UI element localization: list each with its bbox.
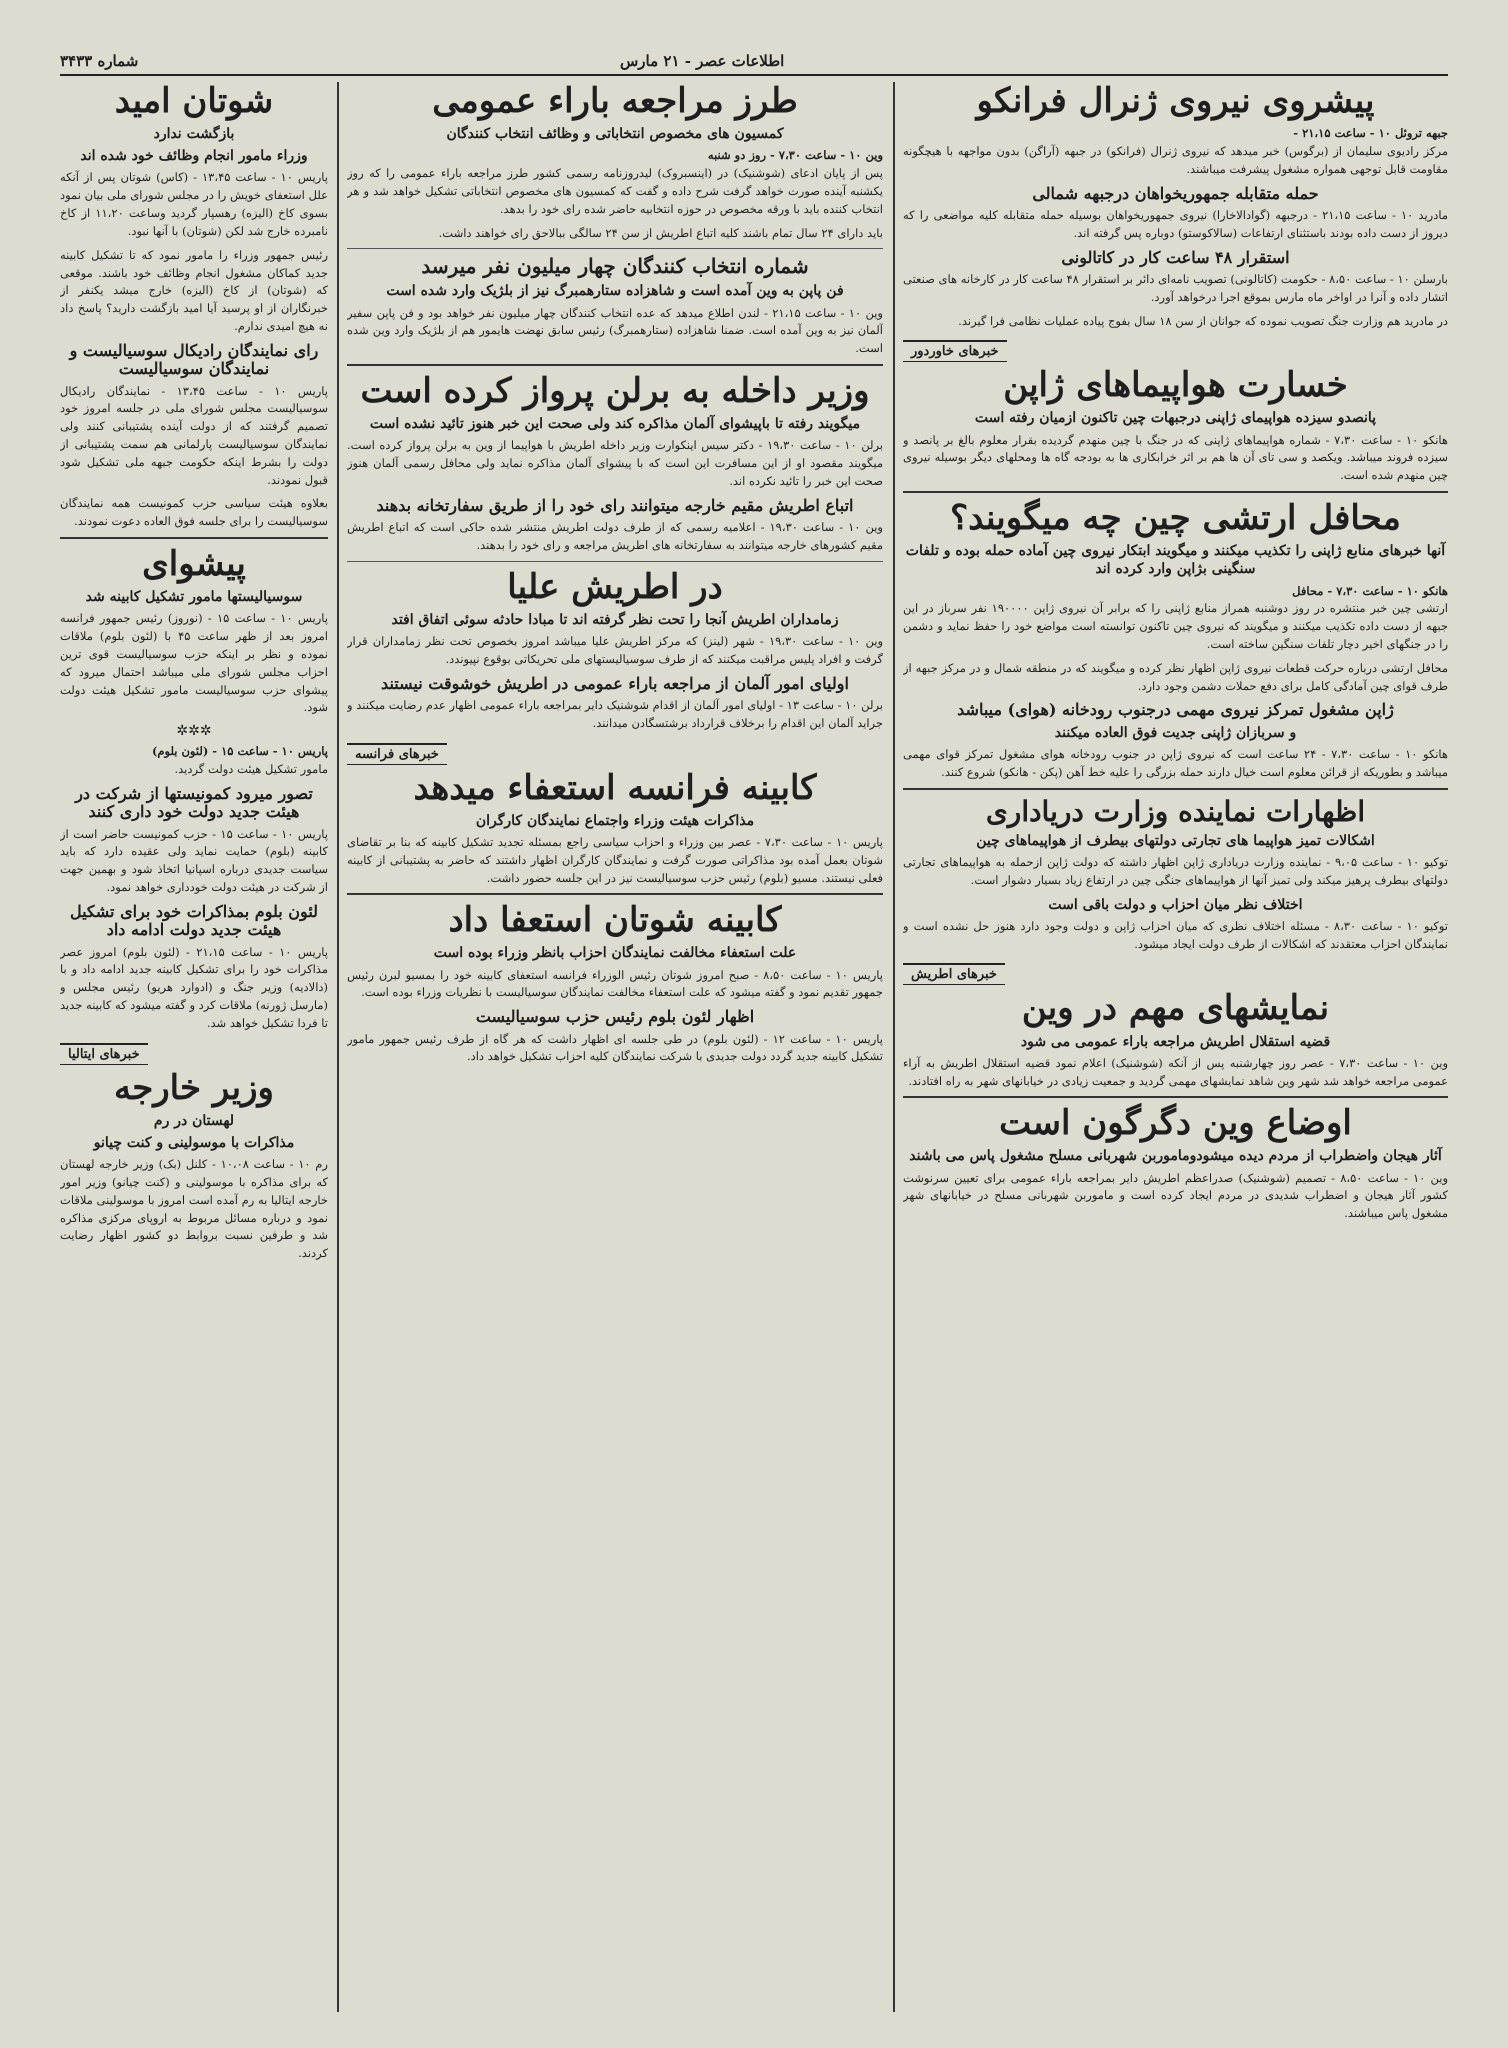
headline: خسارت هواپیماهای ژاپن [1003,365,1348,406]
article-text: برلن ۱۰ - ساعت ۱۹،۳۰ - دکتر سیس اینکوارت وزیر داخله اطریش با هواپیما از وین به برلن پرواز کرده است. میگویند مقصود او از این مسافرت این است که با پیشوای آلمان مذاکره نماید ولی محافل رسمی آلمان هنوز صحت این خبر را تائید نکرده اند. [347,438,883,488]
article-text: پس از پایان ادعای (شوشنیک) در (اینسبروک) لیدروزنامه رسمی کشور طرز مراجعه باراء عمومی را که روز یکشنبه آینده صورت خواهد گرفت شرح داده و گفت که کمسیون های مخصوص انتخاباتی تشکیل خواهد شد و هر انتخاب کننده باید با ورقه مخصوص در حوزه انتخابیه حاضر شده رای خود را بدهد. [347,166,883,216]
subheadline: و سربازان ژاپنی جدیت فوق العاده میکنند [1054,724,1297,741]
headline: پیشروی نیروی ژنرال فرانکو [976,82,1375,121]
article-text: مادرید ۱۰ - ساعت ۲۱،۱۵ - درجبهه (گوادالاخارا) نیروی جمهوریخواهان بوسیله حمله متقابله کلیه مواضعی را که دیروز از دست داده بودند باستثنای ارتفاعات (سالاکوستو) دوباره پس گرفته اند. [903,207,1448,240]
article-text: پاریس ۱۰ - ساعت ۱۳،۴۵ - (کاس) شوتان پس از آنکه علل استعفای خویش را در مجلس شورای ملی بیان نمود بسوی کاخ (الیزه) رهسپار گردید وساعت ۱۱،۲۰ از کاخ نامبرده خارج شد لکن (شوتان) با آنها نبود. [60,170,328,238]
divider [347,561,883,562]
subheadline: استقرار ۴۸ ساعت کار در کاتالونی [1061,247,1290,267]
subheadline: پانصدو سیزده هواپیمای ژاپنی درجبهات چین تاکنون ازمیان رفته است [974,410,1377,427]
article-text: محافل ارتشی درباره حرکت قطعات نیروی ژاپن اظهار نظر کرده و میگویند که در منطقه شمال و در مرکز جبهه از طرف قوای چین آمادگی کامل برای دفع حملات دشمن وجود دارد. [903,660,1448,693]
subheadline: فن پاپن به وین آمده است و شاهزاده ستارهمبرگ نیز از بلژیک وارد شده است [386,283,844,300]
subheadline: بازگشت ندارد [153,126,235,143]
subheadline: آثار هیجان واضطراب از مردم دیده میشودوماموربن شهربانی مسلح مشغول پاس می باشند [909,1148,1442,1165]
headline: پیشوای [142,544,246,585]
subheadline: لئون بلوم بمذاکرات خود برای تشکیل هیئت جدید دولت ادامه داد [69,901,319,940]
dateline: پاریس ۱۰ - ساعت ۱۵ - (لئون بلوم) [151,744,328,759]
subheadline: حمله متقابله جمهوریخواهان درجبهه شمالی [1032,183,1319,203]
subheadline: تصور میرود کمونیستها از شرکت در هیئت جدید دولت خود داری کنند [75,783,313,822]
section-tag: خبرهای فرانسه [347,743,447,765]
dateline: هانکو ۱۰ - ساعت ۷،۳۰ - محافل [1292,583,1448,598]
column-middle [347,82,883,2022]
article-text: پاریس ۱۰ - ساعت ۱۵ - حزب کمونیست حاضر است از کابینه (بلوم) حمایت نماید ولی عقیده دارد که باید سیاست جدیدی درباره اسپانیا اتخاذ شود و بهمین جهت از شرکت در هیئت دولت خودداری خواهد نمود. [60,826,328,895]
subheadline: اولیای امور آلمان از مراجعه باراء عمومی در اطریش خوشوقت نیستند [381,673,849,693]
article-text: وین ۱۰ - ساعت ۱۹،۳۰ - شهر (لینز) که مرکز اطریش علیا میباشد امروز بخصوص تحت نظر زمامداران قرار گرفت و افراد پلیس مراقبت میکنند که از طرف سوسیالیستهای ملی تحریکاتی بوقوع نپیوندد. [347,633,883,666]
article-text: مامور تشکیل هیئت دولت گردید. [174,762,328,777]
subheadline: مذاکرات با موسولینی و کنت چیانو [93,1135,295,1151]
article-text: مرکز رادیوی سلیمان از (برگوس) خبر میدهد که نیروی ژنرال (فرانکو) در جبهه (آراگن) بدون مواجهه با هیچگونه مقاومت قابل توجهی همواره مشغول پیشرفت میباشند. [903,143,1448,176]
section-tag: خبرهای خاوردور [903,340,1007,362]
dateline: جبهه تروئل ۱۰ - ساعت ۲۱،۱۵ - [1293,126,1448,141]
article-text: رم ۱۰ - ساعت ۱۰،۰۸ - کلنل (بک) وزیر خارجه لهستان که برای مذاکره با موسولینی و (کنت چیانو) وزیر امور خارجه ایتالیا به رم آمده است امروز با موسولینی ملاقات نمود و درباره مسائل مربوط به اروپای مرکزی مذاکره شد و طرفین نسبت بروابط دو کشور اظهار رضایت کردند. [60,1157,328,1261]
article-text: وین ۱۰ - ساعت ۲۱،۱۵ - لندن اطلاع میدهد که عده انتخاب کنندگان چهار میلیون نفر خواهد بود و فن پاپن سفیر آلمان نیز به وین آمده است. ضمنا شاهزاده (ستارهمبرگ) رئیس سابق نهضت هایمور هم از بلژیک وارد وین شده است. [347,305,883,356]
subheadline: کمسیون های مخصوص انتخاباتی و وظائف انتخاب کنندگان [446,126,784,143]
article-text: وین ۱۰ - ساعت ۱۹،۳۰ - اعلامیه رسمی که از طرف دولت اطریش منتشر شده حاکی است که اتباع اطریش مقیم کشورهای خارجه میتوانند به سفارتخانه های اطریش مراجعه و رای خود را بدهند. [347,520,883,552]
article-text: توکیو ۱۰ - ساعت ۸،۳۰ - مسئله اختلاف نظری که میان احزاب ژاپن و دولت وجود دارد هنوز حل نشده است و نمایندگان احزاب معتقدند که اشکالات از طرف دولت ایجاد میشود. [903,918,1448,951]
subheadline: قضیه استقلال اطریش مراجعه باراء عمومی می شود [1020,1033,1331,1050]
headline: کابینه فرانسه استعفاء میدهد [413,767,817,808]
divider [903,788,1448,790]
article-text: پاریس ۱۰ - ساعت ۲۱،۱۵ - (لئون بلوم) امروز عصر مذاکرات خود را برای تشکیل کابینه جدید ادامه داد و با (دالادیه) وزیر جنگ و (ادوارد هریو) رئیس مجلس و (مارسل ژورنه) ملاقات کرد و گفته میشود که کابینه جدید تا فردا تشکیل خواهد شد. [60,944,328,1030]
headline: شماره انتخاب کنندگان چهار میلیون نفر میرسد [421,254,809,279]
section-tag: خبرهای ایتالیا [60,1043,148,1065]
divider [347,893,883,895]
article-text: پاریس ۱۰ - ساعت ۸،۵۰ - صبح امروز شوتان رئیس الوزراء فرانسه استعفای کابینه خود را بمسیو لبرن رئیس جمهور تقدیم نمود و گفته میشود که علت استعفاء مخالفت نمایندگان سوسیالیست با نظریات وزراء بوده است. [347,967,883,1000]
subheadline: مذاکرات هیئت وزراء واجتماع نمایندگان کارگران [475,812,755,829]
subheadline: رای نمایندگان رادیکال سوسیالیست و نمایندگان سوسیالیست [69,340,319,379]
article-text: وین ۱۰ - ساعت ۷،۳۰ - عصر روز چهارشنبه پس از آنکه (شوشنیک) اعلام نمود قضیه استقلال اطریش به آراء عمومی مراجعه خواهد شد شهر وین شاهد نمایشهای مهمی گردید و جمعیت زیادی در خیابانهای شهر به راه افتادند. [903,1055,1448,1088]
article-text: بارسلن ۱۰ - ساعت ۸،۵۰ - حکومت (کاتالونی) تصویب نامه‌ای دائر بر استقرار ۴۸ ساعت کار در کارخانه های صنعتی اتشار داده و آنرا در اواخر ماه مارس بموقع اجرا درخواهد آورد. [903,271,1448,304]
issue-number: شماره ۳۴۳۳ [60,52,139,70]
headline: اظهارات نماینده وزارت دریاداری [985,794,1366,828]
headline: شوتان امید [114,82,274,121]
subheadline: لهستان در رم [153,1112,235,1129]
subheadline: اختلاف نظر میان احزاب و دولت باقی است [1048,896,1303,913]
headline: محافل ارتشی چین چه میگویند؟ [950,498,1401,539]
article-text: بعلاوه هیئت سیاسی حزب کمونیست همه نمایندگان سوسیالیست را برای جلسه فوق العاده دعوت نمودند. [60,496,328,529]
subheadline: علت استعفاء مخالفت نمایندگان احزاب بانظر وزراء بوده است [433,945,797,962]
headline: کابینه شوتان استعفا داد [448,900,782,941]
column-left [60,82,328,2022]
subheadline: وزراء مامور انجام وظائف خود شده اند [80,148,308,165]
headline: در اطریش علیا [507,566,723,607]
headline: طرز مراجعه باراء عمومی [432,82,798,121]
divider [60,537,328,539]
article-text: هانکو ۱۰ - ساعت ۷،۳۰ - ۲۴ ساعت است که نیروی ژاپن در جنوب رودخانه هوای مشغول تمرکز قوای مهمی میباشد و بطوریکه از قرائن معلوم است خیال دارند حمله بزرگی را علیه خط آهن (پکن - هانکو) شروع کنند. [903,747,1448,779]
article-text: توکیو ۱۰ - ساعت ۹،۰۵ - نماینده وزارت دریاداری ژاپن اظهار داشته که دولت ژاپن ازحمله به هواپیماهای تجارتی دولتهای بیطرف پرهیز میکند ولی تمیز آنها از هواپیماهای جنگی چین در ارتفاع زیاد بسیار دشوار است. [903,855,1448,887]
subheadline: اتباع اطریش مقیم خارجه میتوانند رای خود را از طریق سفارتخانه بدهند [376,495,854,515]
divider [903,1096,1448,1098]
article-text: برلن ۱۰ - ساعت ۱۳ - اولیای امور آلمان از اقدام شوشنیک دایر بمراجعه باراء عمومی اظهار عدم رضایت میکنند و جراید آلمان این اقدام را برخلاف قرارداد برشتسگادن میدانند. [347,698,883,730]
subheadline: ژاپن مشغول تمرکز نیروی مهمی درجنوب رودخانه (هوای) میباشد [957,700,1394,720]
paper-date: اطلاعات عصر - ۲۱ مارس [620,52,785,70]
divider [347,364,883,366]
article-text: پاریس ۱۰ - ساعت ۷،۳۰ - عصر بین وزراء و احزاب سیاسی راجع بمسئله تجدید تشکیل کابینه که بنا بر تقاضای شوتان بعمل آمده بود مذاکراتی صورت گرفت و نمایندگان کارگران اظهار داشتند که حاضر به پشتیبانی از کابینه فعلی نیستند. مسیو (بلوم) رئیس حزب سوسیالیست نیز در این جلسه حضور داشت. [347,834,883,885]
article-text: ارتشی چین خبر منتشره در روز دوشنبه همراز منابع ژاپنی را که برابر آن نیروی ژاپن ۱۹۰۰۰۰ نفر سرباز در این جبهه از دست داده تکذیب میکنند و میگویند که نیروی چین تاکنون توانسته است مواضع خود را حفظ نماید و دشمن را در جنگهای اخیر دچار تلفات سنگین ساخته است. [903,601,1448,651]
subheadline: آنها خبرهای منابع ژاپنی را تکذیب میکنند و میگویند ابتکار نیروی چین آماده حمله بوده و تلفات سنگینی بژاپن وارد کرده اند [905,543,1446,578]
column-rule [337,82,339,2012]
divider [347,248,883,249]
headline: وزیر خارجه [114,1067,274,1108]
article-text: پاریس ۱۰ - ساعت ۱۳،۴۵ - نمایندگان رادیکال سوسیالیست مجلس شورای ملی در جلسه امروز خود تصمیم گرفتند که از دولت آینده پشتیبانی کنند ولی نمایندگان سوسیالیست پارلمانی هم سمت پشتیبانی از دولت را بشرط اینکه حکومت جبهه ملی تشکیل شود قبول نمودند. [60,383,328,487]
subheadline: سوسیالیستها مامور تشکیل کابینه شد [85,589,303,606]
column-right [903,82,1448,2022]
subheadline: اشکالات تمیز هواپیما های تجارتی دولتهای بیطرف از هواپیماهای چین [976,832,1375,849]
article-text: در مادرید هم وزارت جنگ تصویب نموده که جوانان از سن ۱۸ سال بفوج پیاده عملیات نظامی فرا گیرند. [958,313,1448,328]
headline: نمایشهای مهم در وین [1021,988,1330,1029]
article-text: پاریس ۱۰ - ساعت ۱۵ - (نوروز) رئیس جمهور فرانسه امروز بعد از ظهر ساعت ۴۵ با (لئون بلوم) ملاقات نموده و نظر بر اینکه حزب سوسیالیست قوی ترین احزاب مجلس شورای ملی میباشد احتمال میرود که پیشوای حزب سوسیالیست مامور تشکیل هیئت دولت شود. [60,611,328,715]
divider [903,491,1448,493]
dateline: وین ۱۰ - ساعت ۷،۳۰ - روز دو شنبه [707,148,883,163]
subheadline: زمامداران اطریش آنجا را تحت نظر گرفته اند تا مبادا حادثه سوئی اتفاق افتد [391,611,839,628]
headline: اوضاع وین دگرگون است [999,1103,1352,1144]
article-text: رئیس جمهور وزراء را مامور نمود که تا تشکیل کابینه جدید کماکان مشغول انجام وظائف خود باشند. موقعی که (شوتان) از کاخ (الیزه) خارج میشد یکنفر از خبرنگاران از او پرسید آیا امید بازگشت دارید؟ پاسخ داد نه هیچ امیدی ندارم. [60,247,328,333]
headline: وزیر داخله به برلن پرواز کرده است [360,370,870,411]
article-text: باید دارای ۲۴ سال تمام باشند کلیه اتباع اطریش از سن ۲۴ سالگی ببالاحق رای خواهند داشت. [438,225,883,240]
section-tag: خبرهای اطریش [903,963,1005,985]
ornament: ✲✲✲ [176,723,212,740]
article-text: پاریس ۱۰ - ساعت ۱۲ - (لئون بلوم) در طی جلسه ای اظهار داشت که هر گاه از طرف رئیس جمهور مامور تشکیل کابینه جدید گردد دولت جدیدی با شرکت نمایندگان کلیه احزاب تشکیل خواهد داد. [347,1031,883,1064]
masthead [60,50,1448,76]
article-text: هانکو ۱۰ - ساعت ۷،۳۰ - شماره هواپیماهای ژاپنی که در جنگ با چین منهدم گردیده بقرار معلوم بالغ بر پانصد و سیزده فروند میباشد. ویکصد و سی تای آن ها هم بر اثر خرابکاری ها به بودجه گاه ها ومحلهای دیگر بوسیله نیروی چین منهدم شده است. [903,432,1448,483]
article-text: وین ۱۰ - ساعت ۸،۵۰ - تصمیم (شوشنیک) صدراعظم اطریش دایر بمراجعه باراء عمومی برای تعیین سرنوشت کشور آثار هیجان و اضطراب شدیدی در مردم ایجاد کرده است و ماموربن شهربانی مسلح در خیابانهای شهر مشغول پاس میباشند. [903,1170,1448,1221]
subheadline: اظهار لئون بلوم رئیس حزب سوسیالیست [475,1007,755,1027]
subheadline: میگویند رفته تا باپیشوای آلمان مذاکره کند ولی صحت این خبر هنوز تائید نشده است [369,416,861,433]
column-rule [893,82,895,2012]
